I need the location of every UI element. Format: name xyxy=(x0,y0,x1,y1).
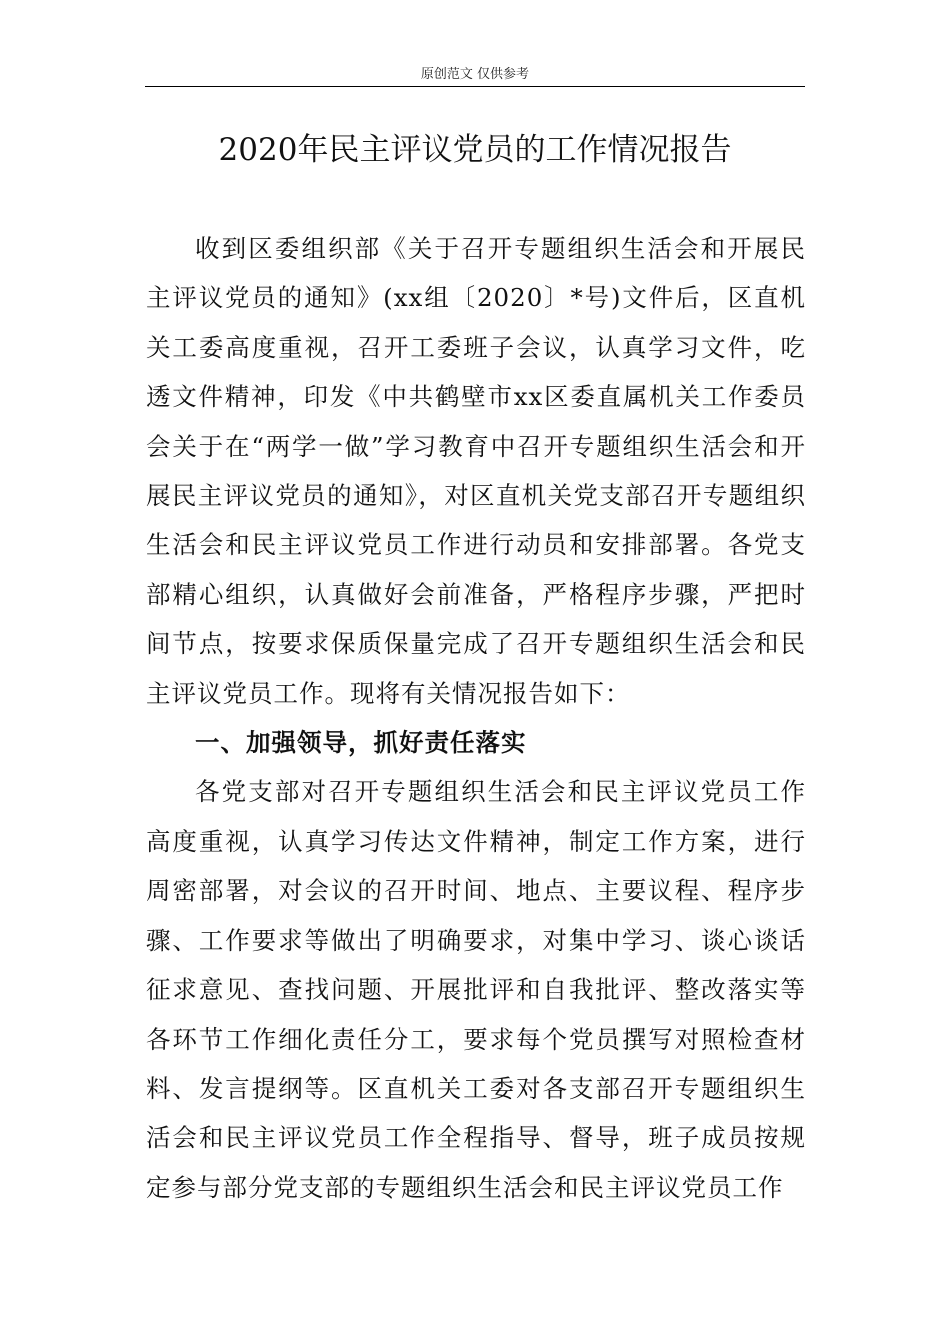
section-paragraph: 各党支部对召开专题组织生活会和民主评议党员工作高度重视，认真学习传达文件精神，制定工作方案，进行周密部署，对会议的召开时间、地点、主要议程、程序步骤、工作要求等做出了明确要求，对集中学习、谈心谈话征求意见、查找问题、开展批评和自我批评、整改落实等各环节工作细化责任分工，要求每个党员撰写对照检查材料、发言提纲等。区直机关工委对各支部召开专题组织生活会和民主评议党员工作全程指导、督导，班子成员按规定参与部分党支部的专题组织生活会和民主评议党员工作 xyxy=(146,777,806,1202)
document-body xyxy=(146,224,806,1212)
intro-paragraph: 收到区委组织部《关于召开专题组织生活会和开展民主评议党员的通知》(xx组〔2020〕*号)文件后，区直机关工委高度重视，召开工委班子会议，认真学习文件，吃透文件精神，印发《中共鹤壁市xx区委直属机关工作委员会关于在“两学一做”学习教育中召开专题组织生活会和开展民主评议党员的通知》，对区直机关党支部召开专题组织生活会和民主评议党员工作进行动员和安排部署。各党支部精心组织，认真做好会前准备，严格程序步骤，严把时间节点，按要求保质保量完成了召开专题组织生活会和民主评议党员工作。现将有关情况报告如下： xyxy=(146,234,806,708)
header-divider xyxy=(145,86,805,87)
document-title: 2020年民主评议党员的工作情况报告 xyxy=(218,132,732,168)
page-header: 原创范文 仅供参考 xyxy=(420,67,530,82)
section-heading: 一、加强领导，抓好责任落实 xyxy=(195,728,527,758)
